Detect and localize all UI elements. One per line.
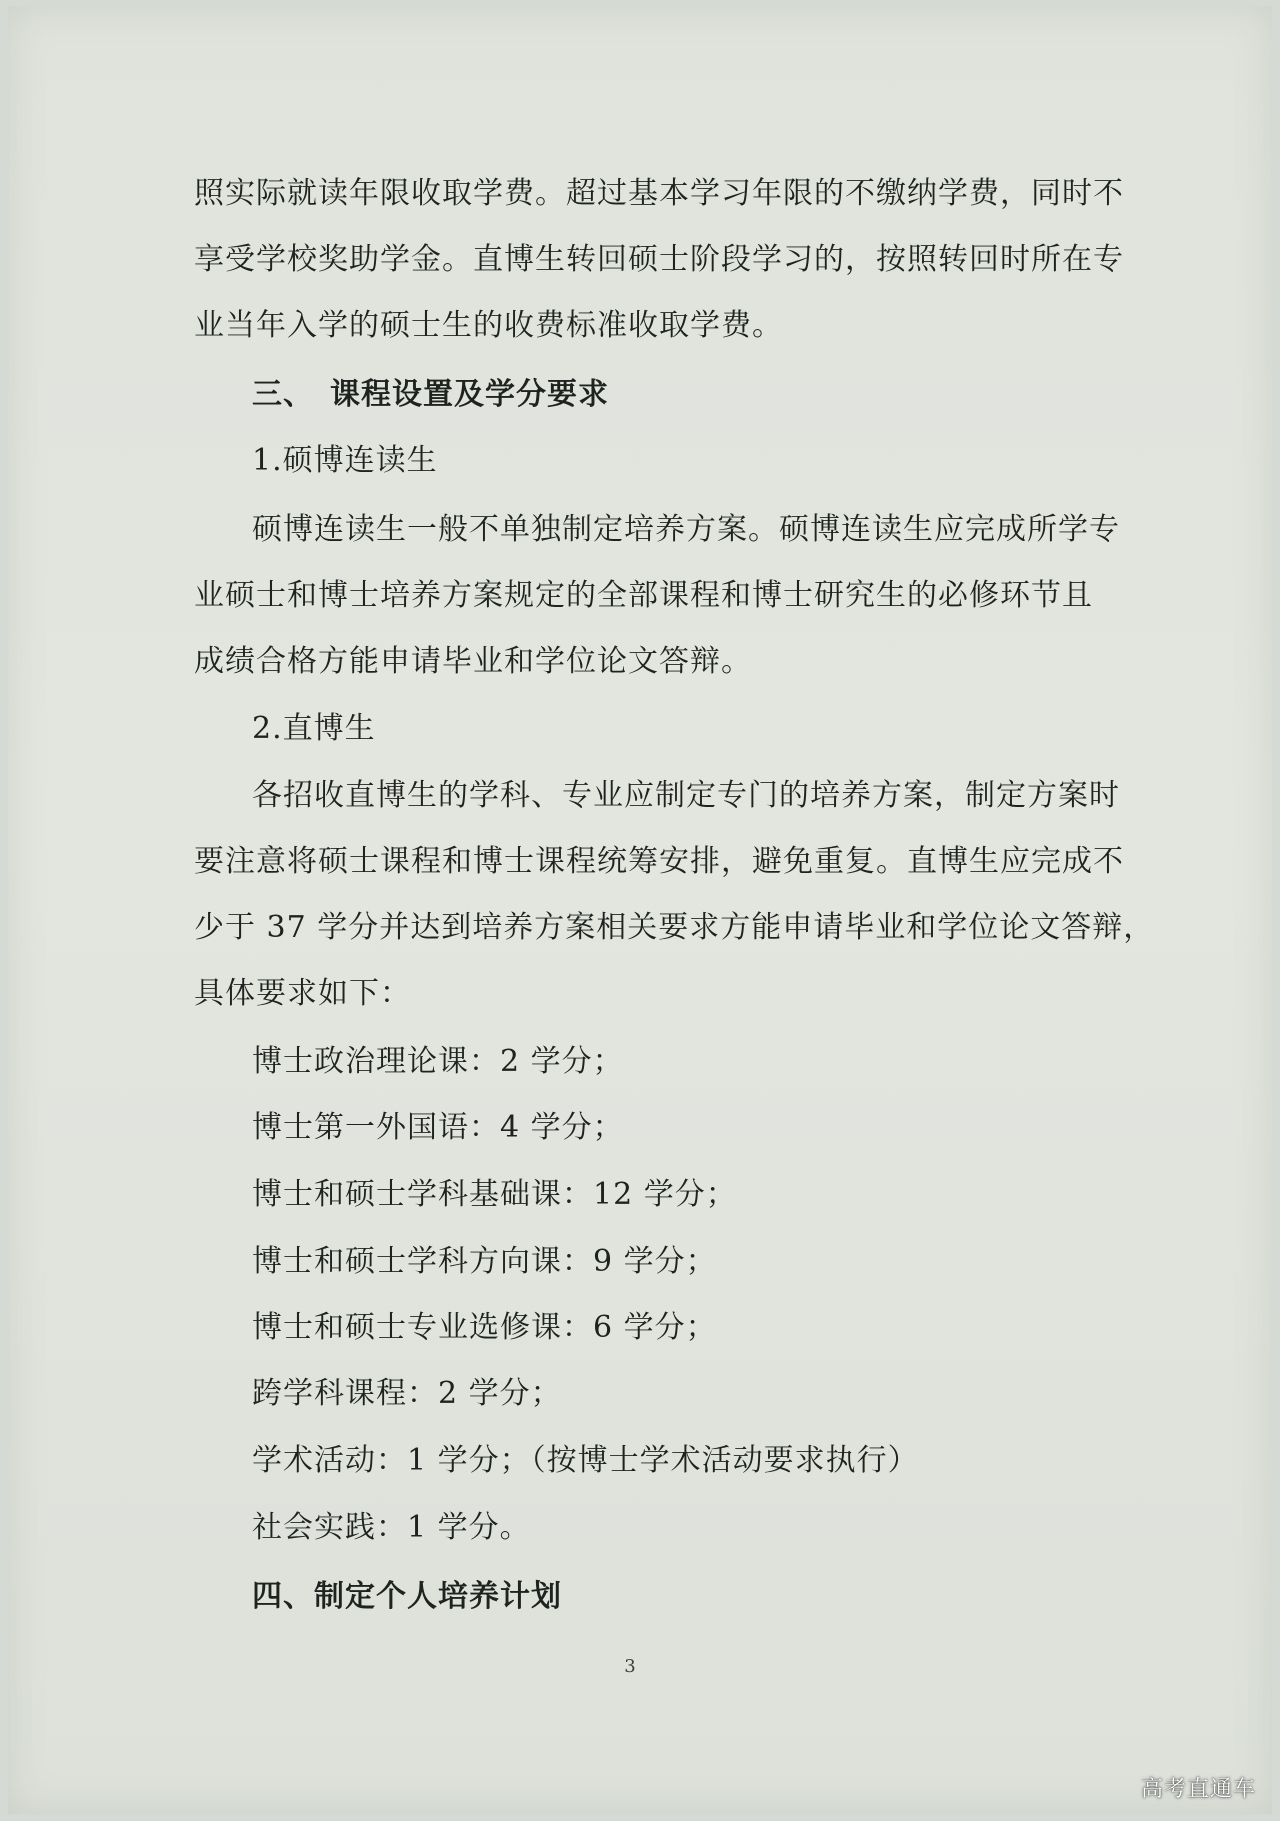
credit-item: 博士和硕士专业选修课：6 学分； bbox=[252, 1310, 717, 1345]
paragraph-line: 各招收直博生的学科、专业应制定专门的培养方案，制定方案时 bbox=[252, 778, 1120, 813]
paragraph-line: 享受学校奖助学金。直博生转回硕士阶段学习的，按照转回时所在专 bbox=[194, 242, 1124, 277]
page-number: 3 bbox=[624, 1656, 636, 1677]
watermark-text: 高考直通车 bbox=[1140, 1777, 1256, 1802]
paragraph-line: 硕博连读生一般不单独制定培养方案。硕博连读生应完成所学专 bbox=[252, 512, 1120, 547]
section-heading-3: 三、 课程设置及学分要求 bbox=[252, 377, 609, 412]
paragraph-line: 要注意将硕士课程和博士课程统筹安排，避免重复。直博生应完成不 bbox=[194, 844, 1124, 879]
credit-item: 博士和硕士学科方向课：9 学分； bbox=[252, 1244, 717, 1279]
credit-item: 博士政治理论课：2 学分； bbox=[252, 1044, 624, 1079]
subsection-heading-1: 1.硕博连读生 bbox=[252, 443, 438, 478]
section-heading-4: 四、制定个人培养计划 bbox=[252, 1579, 562, 1614]
subsection-heading-2: 2.直博生 bbox=[252, 711, 376, 746]
credit-item: 社会实践：1 学分。 bbox=[252, 1510, 531, 1545]
paragraph-line: 照实际就读年限收取学费。超过基本学习年限的不缴纳学费，同时不 bbox=[194, 176, 1124, 211]
credit-item: 博士和硕士学科基础课：12 学分； bbox=[252, 1177, 737, 1212]
credit-item: 博士第一外国语：4 学分； bbox=[252, 1110, 624, 1145]
credit-item: 跨学科课程：2 学分； bbox=[252, 1376, 562, 1411]
paragraph-line: 成绩合格方能申请毕业和学位论文答辩。 bbox=[194, 644, 752, 679]
credit-item: 学术活动：1 学分；（按博士学术活动要求执行） bbox=[252, 1443, 919, 1478]
paragraph-line: 业当年入学的硕士生的收费标准收取学费。 bbox=[194, 308, 783, 343]
paragraph-line: 具体要求如下： bbox=[194, 976, 411, 1011]
paragraph-line: 少于 37 学分并达到培养方案相关要求方能申请毕业和学位论文答辩， bbox=[194, 910, 1155, 945]
paragraph-line: 业硕士和博士培养方案规定的全部课程和博士研究生的必修环节且 bbox=[194, 578, 1093, 613]
